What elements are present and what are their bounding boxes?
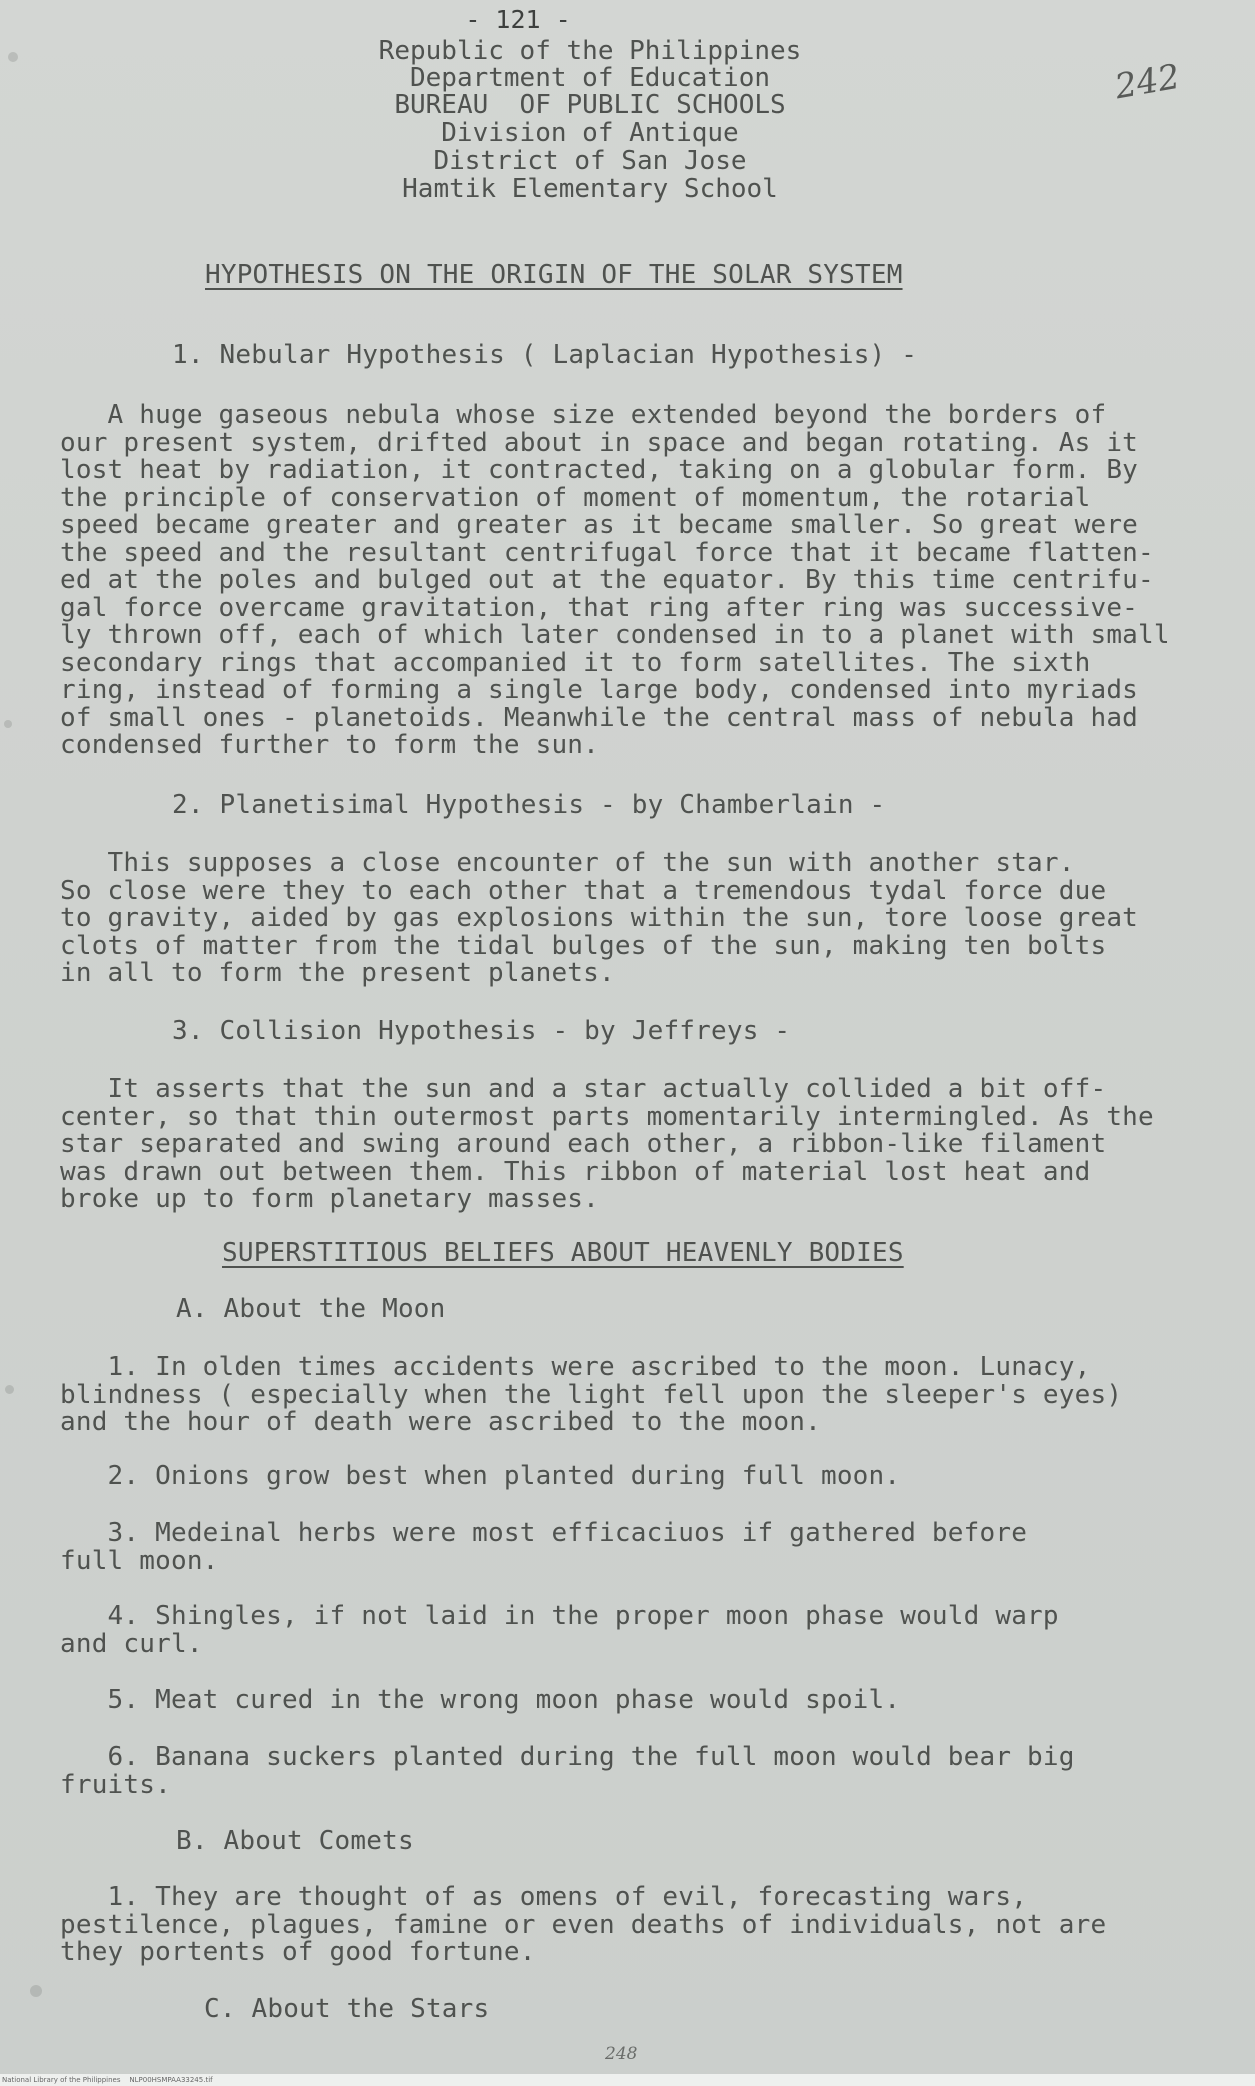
paper-speck: [30, 1985, 42, 1997]
section-title-superstitious-beliefs: SUPERSTITIOUS BELIEFS ABOUT HEAVENLY BODIES: [222, 1238, 904, 1268]
heading-collision-hypothesis: 3. Collision Hypothesis - by Jeffreys -: [172, 1016, 791, 1046]
comet-belief-line: pestilence, plagues, famine or even deaths of individuals, not are: [60, 1909, 1107, 1940]
moon-belief-line: full moon.: [60, 1545, 219, 1576]
paper-speck: [4, 720, 12, 728]
handwritten-bottom-number: 248: [605, 2044, 638, 2064]
nebular-line: ed at the poles and bulged out at the equator. By this time centrifu-: [60, 565, 1154, 595]
heading-about-the-moon: A. About the Moon: [176, 1294, 446, 1324]
handwritten-page-number: 242: [1112, 56, 1183, 108]
moon-belief-line: and curl.: [60, 1628, 203, 1659]
nebular-line: lost heat by radiation, it contracted, taking on a globular form. By: [60, 455, 1139, 485]
nebular-line: gal force overcame gravitation, that ring after ring was successive-: [60, 592, 1139, 623]
moon-belief-line: fruits.: [60, 1769, 171, 1800]
collision-line: broke up to form planetary masses.: [60, 1184, 600, 1214]
planetisimal-line: This supposes a close encounter of the sun with another star.: [60, 848, 1075, 878]
nebular-line: condensed further to form the sun.: [60, 730, 600, 760]
nebular-line: our present system, drifted about in space and began rotating. As it: [60, 427, 1139, 458]
section-title-hypothesis: HYPOTHESIS ON THE ORIGIN OF THE SOLAR SYSTEM: [205, 260, 903, 290]
moon-belief-line: 5. Meat cured in the wrong moon phase would spoil.: [60, 1685, 901, 1715]
nebular-line: secondary rings that accompanied it to form satellites. The sixth: [60, 647, 1091, 678]
moon-belief-line: and the hour of death were ascribed to the moon.: [60, 1407, 821, 1437]
page-number: - 121 -: [465, 5, 571, 34]
moon-belief-line: 2. Onions grow best when planted during full moon.: [60, 1461, 901, 1491]
moon-belief-line: 3. Medeinal herbs were most efficaciuos if gathered before: [60, 1518, 1028, 1548]
paper-speck: [5, 1385, 14, 1394]
moon-belief-line: 1. In olden times accidents were ascribed to the moon. Lunacy,: [60, 1352, 1091, 1382]
comet-belief-line: they portents of good fortune.: [60, 1937, 536, 1967]
header-line-school: Hamtik Elementary School: [402, 174, 778, 204]
nebular-line: the principle of conservation of moment of momentum, the rotarial: [60, 482, 1091, 513]
moon-belief-line: 6. Banana suckers planted during the full moon would bear big: [60, 1742, 1075, 1772]
nebular-line: the speed and the resultant centrifugal force that it became flatten-: [60, 537, 1154, 568]
nebular-line: speed became greater and greater as it became smaller. So great were: [60, 510, 1139, 540]
planetisimal-line: in all to form the present planets.: [60, 958, 615, 988]
planetisimal-line: clots of matter from the tidal bulges of the sun, making ten bolts: [60, 930, 1107, 961]
nebular-line: of small ones - planetoids. Meanwhile the central mass of nebula had: [60, 702, 1139, 733]
collision-line: center, so that thin outermost parts momentarily intermingled. As the: [60, 1101, 1154, 1132]
header-line-district: District of San Jose: [433, 146, 747, 176]
heading-nebular-hypothesis: 1. Nebular Hypothesis ( Laplacian Hypothesis) -: [172, 340, 918, 370]
moon-belief-line: 4. Shingles, if not laid in the proper moon phase would warp: [60, 1601, 1059, 1631]
header-line-republic: Republic of the Philippines: [378, 36, 802, 66]
nebular-line: ly thrown off, each of which later condensed in to a planet with small: [60, 620, 1170, 650]
comet-belief-line: 1. They are thought of as omens of evil, forecasting wars,: [60, 1882, 1028, 1912]
nebular-line: A huge gaseous nebula whose size extended beyond the borders of: [60, 400, 1107, 430]
moon-belief-line: blindness ( especially when the light fell upon the sleeper's eyes): [60, 1379, 1123, 1410]
scan-footer: National Library of the Philippines NLP00HSMPAA33245.tif: [0, 2074, 1255, 2086]
heading-planetisimal-hypothesis: 2. Planetisimal Hypothesis - by Chamberlain -: [172, 790, 886, 820]
collision-line: was drawn out between them. This ribbon of material lost heat and: [60, 1156, 1091, 1187]
header-line-division: Division of Antique: [441, 118, 739, 148]
collision-line: star separated and swing around each other, a ribbon-like filament: [60, 1129, 1107, 1159]
heading-about-the-stars: C. About the Stars: [204, 1994, 490, 2024]
planetisimal-line: to gravity, aided by gas explosions within the sun, tore loose great: [60, 903, 1139, 933]
header-line-bureau: BUREAU OF PUBLIC SCHOOLS: [394, 90, 786, 120]
nebular-line: ring, instead of forming a single large body, condensed into myriads: [60, 675, 1139, 705]
collision-line: It asserts that the sun and a star actually collided a bit off-: [60, 1074, 1107, 1104]
header-line-department: Department of Education: [409, 63, 771, 93]
planetisimal-line: So close were they to each other that a tremendous tydal force due: [60, 875, 1107, 906]
heading-about-comets: B. About Comets: [176, 1826, 414, 1856]
